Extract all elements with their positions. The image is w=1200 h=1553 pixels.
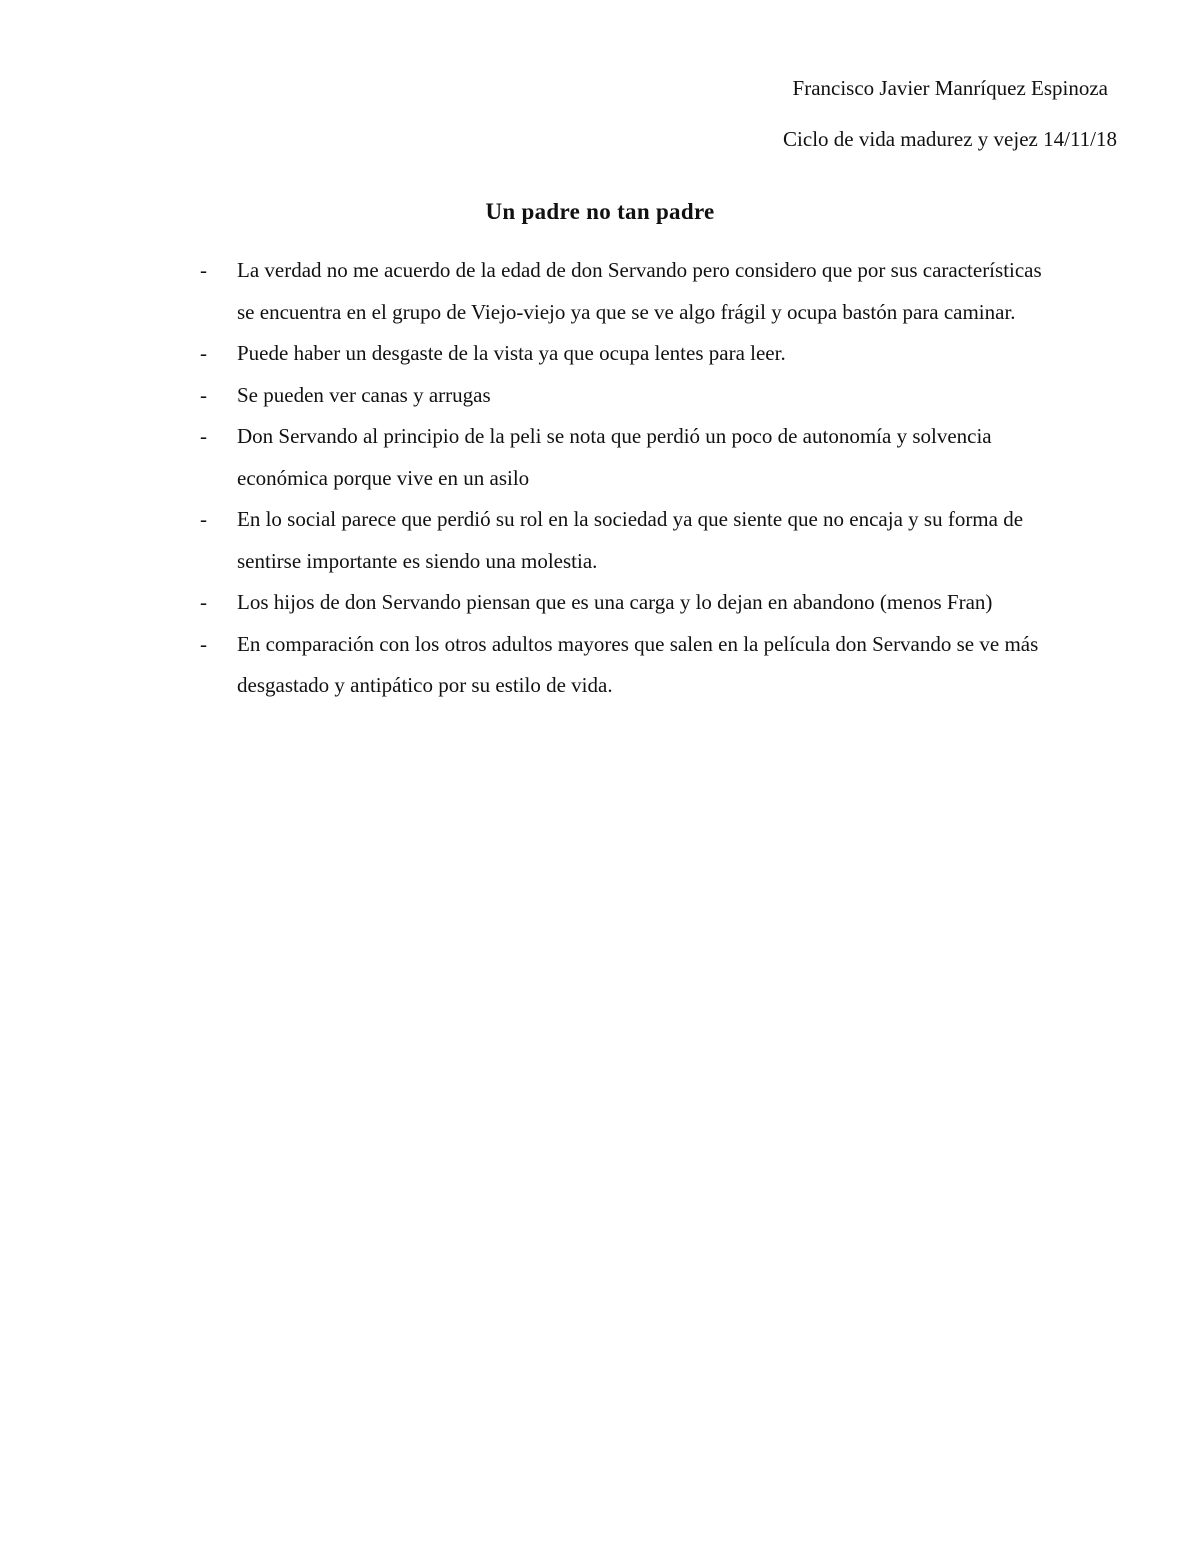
list-item-text: Puede haber un desgaste de la vista ya que ocupa lentes para leer. (237, 341, 786, 365)
bullet-list (200, 250, 1060, 707)
document-title: Un padre no tan padre (485, 199, 715, 224)
list-item-text: En lo social parece que perdió su rol en la sociedad ya que siente que no encaja y su forma de sentirse importante es siendo una molestia. (237, 507, 1024, 573)
list-item (200, 582, 1060, 624)
bullet-marker: - (200, 631, 207, 656)
list-item (200, 624, 1060, 707)
list-item-text: Se pueden ver canas y arrugas (237, 382, 491, 407)
bullet-marker: - (200, 341, 207, 365)
author-name: Francisco Javier Manríquez Espinoza (792, 76, 1108, 100)
bullet-marker: - (200, 590, 207, 614)
bullet-marker: - (200, 507, 207, 531)
list-item (200, 499, 1060, 582)
list-item (200, 250, 1060, 333)
list-item-text: La verdad no me acuerdo de la edad de don Servando pero considero que por sus características se encuentra en el grupo de Viejo-viejo ya que se ve algo frágil y ocupa bastón para caminar. (237, 258, 1042, 324)
bullet-marker: - (200, 424, 207, 448)
list-item-text: Don Servando al principio de la peli se nota que perdió un poco de autonomía y solvencia económica porque vive en un asilo (237, 424, 992, 490)
list-item-text: Los hijos de don Servando piensan que es una carga y lo dejan en abandono (menos Fran) (237, 590, 993, 614)
course-and-date: Ciclo de vida madurez y vejez 14/11/18 (783, 127, 1117, 151)
list-item (200, 333, 1060, 375)
list-item-text: En comparación con los otros adultos mayores que salen en la película don Servando se ve más desgastado y antipático por su estilo de vida. (237, 631, 1039, 697)
list-item (200, 375, 1060, 417)
bullet-marker: - (200, 382, 207, 407)
bullet-marker: - (200, 258, 207, 282)
list-item (200, 416, 1060, 499)
